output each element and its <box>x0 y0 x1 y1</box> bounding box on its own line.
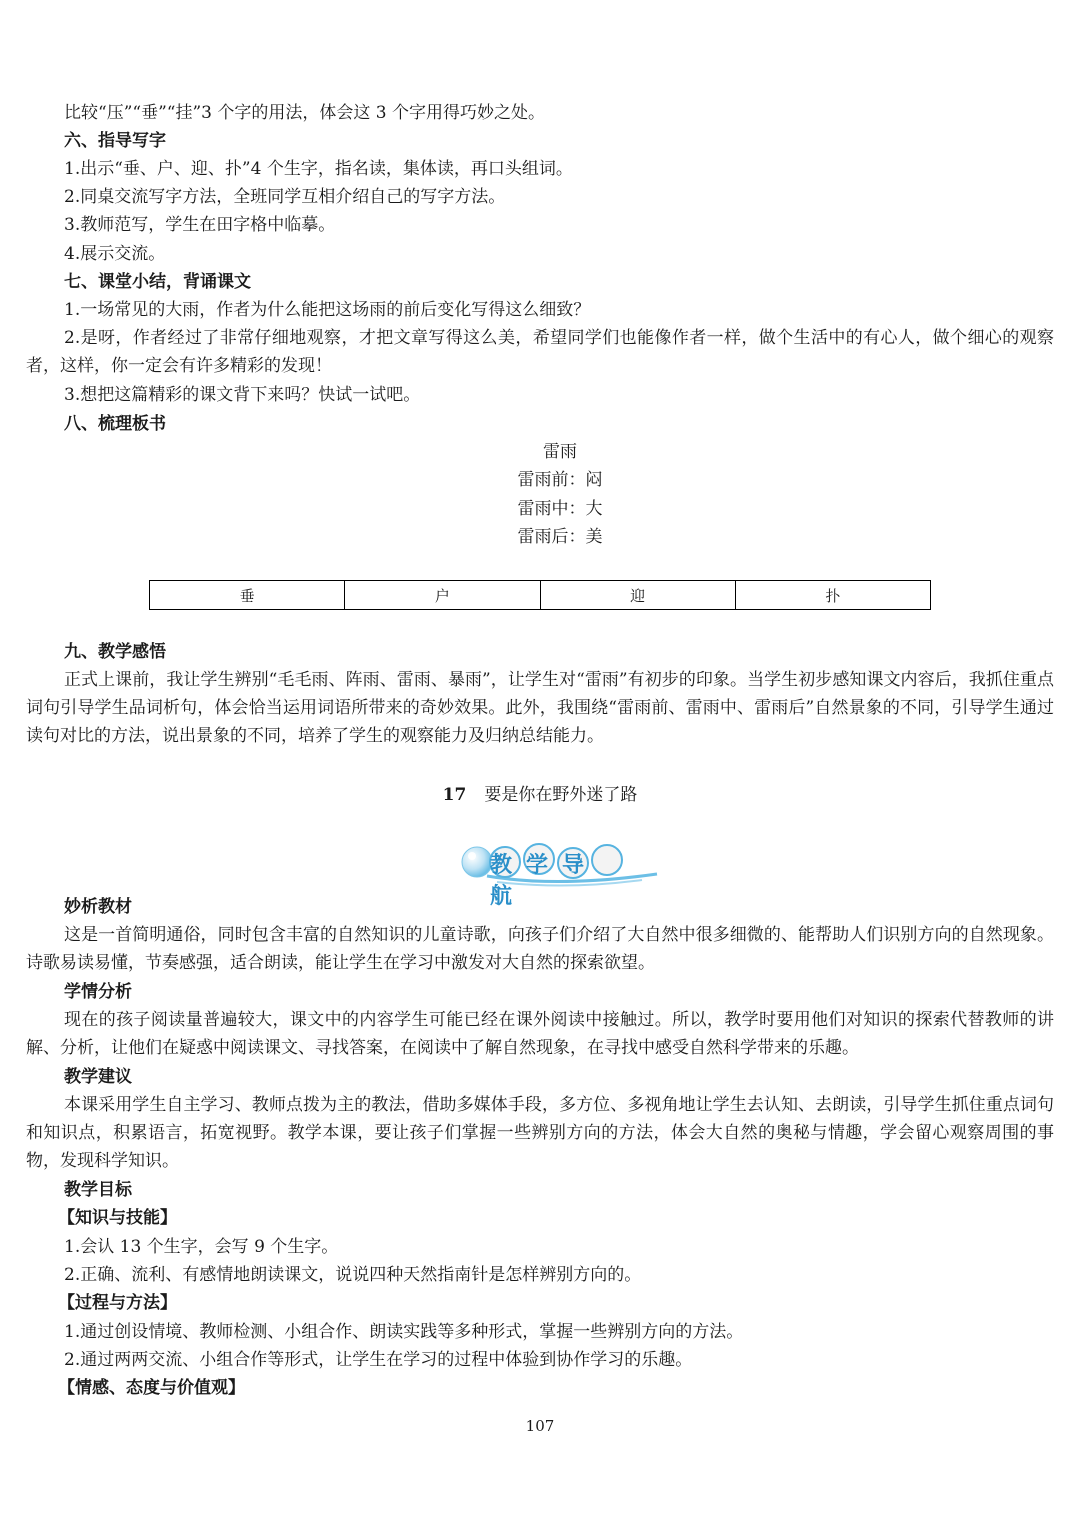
analysis-heading: 妙析教材 <box>64 897 132 917</box>
lesson-number: 17 <box>442 785 467 805</box>
lesson-title <box>0 781 1080 809</box>
knowledge-item-1: 1.会认 13 个生字，会写 9 个生字。 <box>64 1237 339 1257</box>
character-cell: 迎 <box>540 581 735 610</box>
sec7-item-3: 3.想把这篇精彩的课文背下来吗？快试一试吧。 <box>64 385 421 405</box>
badge-label: 教学导航 <box>490 853 599 909</box>
process-item-2: 2.通过两两交流、小组合作等形式，让学生在学习的过程中体验到协作学习的乐趣。 <box>64 1350 693 1370</box>
page-number: 107 <box>525 1417 555 1435</box>
process-heading: 【过程与方法】 <box>58 1293 177 1313</box>
analysis-paragraph: 这是一首简明通俗，同时包含丰富的自然知识的儿童诗歌，向孩子们介绍了大自然中很多细微的、能帮助人们识别方向的自然现象。诗歌易读易懂，节奏感强，适合朗读，能让学生在学习中激发对大自然的探索欲望。 <box>26 925 1054 973</box>
learning-heading: 学情分析 <box>64 982 132 1002</box>
sec7-item-2: 2.是呀，作者经过了非常仔细地观察，才把文章写得这么美，希望同学们也能像作者一样，做个生活中的有心人，做个细心的观察者，这样，你一定会有许多精彩的发现！ <box>26 328 1054 376</box>
section-7-heading: 七、课堂小结，背诵课文 <box>64 272 251 292</box>
intro-line: 比较“压”“垂”“挂”3 个字的用法，体会这 3 个字用得巧妙之处。 <box>64 103 545 123</box>
sec7-item-1: 1.一场常见的大雨，作者为什么能把这场雨的前后变化写得这么细致？ <box>64 300 591 320</box>
goals-heading: 教学目标 <box>64 1180 132 1200</box>
emotion-heading: 【情感、态度与价值观】 <box>58 1378 245 1398</box>
suggestion-paragraph: 本课采用学生自主学习、教师点拨为主的教法，借助多媒体手段，多方位、多视角地让学生去认知、去朗读，引导学生抓住重点词句和知识点，积累语言，拓宽视野。教学本课，要让孩子们掌握一些辨别方向的方法，体会大自然的奥秘与情趣，学会留心观察周围的事物，发现科学知识。 <box>26 1095 1054 1171</box>
character-table <box>149 580 931 610</box>
character-cell: 户 <box>345 581 540 610</box>
knowledge-item-2: 2.正确、流利、有感情地朗读课文，说说四种天然指南针是怎样辨别方向的。 <box>64 1265 642 1285</box>
sec6-item-2: 2.同桌交流写字方法，全班同学互相介绍自己的写字方法。 <box>64 187 506 207</box>
section-6-heading: 六、指导写字 <box>64 131 166 151</box>
process-item-1: 1.通过创设情境、教师检测、小组合作、朗读实践等多种形式，掌握一些辨别方向的方法。 <box>64 1322 744 1342</box>
character-cell: 扑 <box>735 581 930 610</box>
sec6-item-4: 4.展示交流。 <box>64 244 166 264</box>
section-9-heading: 九、教学感悟 <box>64 642 166 662</box>
lesson-name: 要是你在野外迷了路 <box>484 785 638 805</box>
character-cell: 垂 <box>150 581 345 610</box>
sec6-item-3: 3.教师范写，学生在田字格中临摹。 <box>64 215 336 235</box>
reflection-paragraph: 正式上课前，我让学生辨别“毛毛雨、阵雨、雷雨、暴雨”，让学生对“雷雨”有初步的印象。当学生初步感知课文内容后，我抓住重点词句引导学生品词析句，体会恰当运用词语所带来的奇妙效果。此外，我围绕“雷雨前、雷雨中、雷雨后”自然景象的不同，引导学生通过读句对比的方法，说出景象的不同，培养了学生的观察能力及归纳总结能力。 <box>26 670 1054 746</box>
section-8-heading: 八、梳理板书 <box>64 414 166 434</box>
bubble-icon <box>462 847 492 877</box>
board-line-during: 雷雨中：大 <box>517 499 603 519</box>
suggestion-heading: 教学建议 <box>64 1067 132 1087</box>
board-line-before: 雷雨前：闷 <box>517 470 603 490</box>
board-line-after: 雷雨后：美 <box>517 527 603 547</box>
sec6-item-1: 1.出示“垂、户、迎、扑”4 个生字，指名读，集体读，再口头组词。 <box>64 159 573 179</box>
knowledge-heading: 【知识与技能】 <box>58 1208 177 1228</box>
learning-paragraph: 现在的孩子阅读量普遍较大，课文中的内容学生可能已经在课外阅读中接触过。所以，教学时要用他们对知识的探索代替教师的讲解、分析，让他们在疑惑中阅读课文、寻找答案，在阅读中了解自然现象，在寻找中感受自然科学带来的乐趣。 <box>26 1010 1054 1058</box>
board-title: 雷雨 <box>543 442 577 462</box>
